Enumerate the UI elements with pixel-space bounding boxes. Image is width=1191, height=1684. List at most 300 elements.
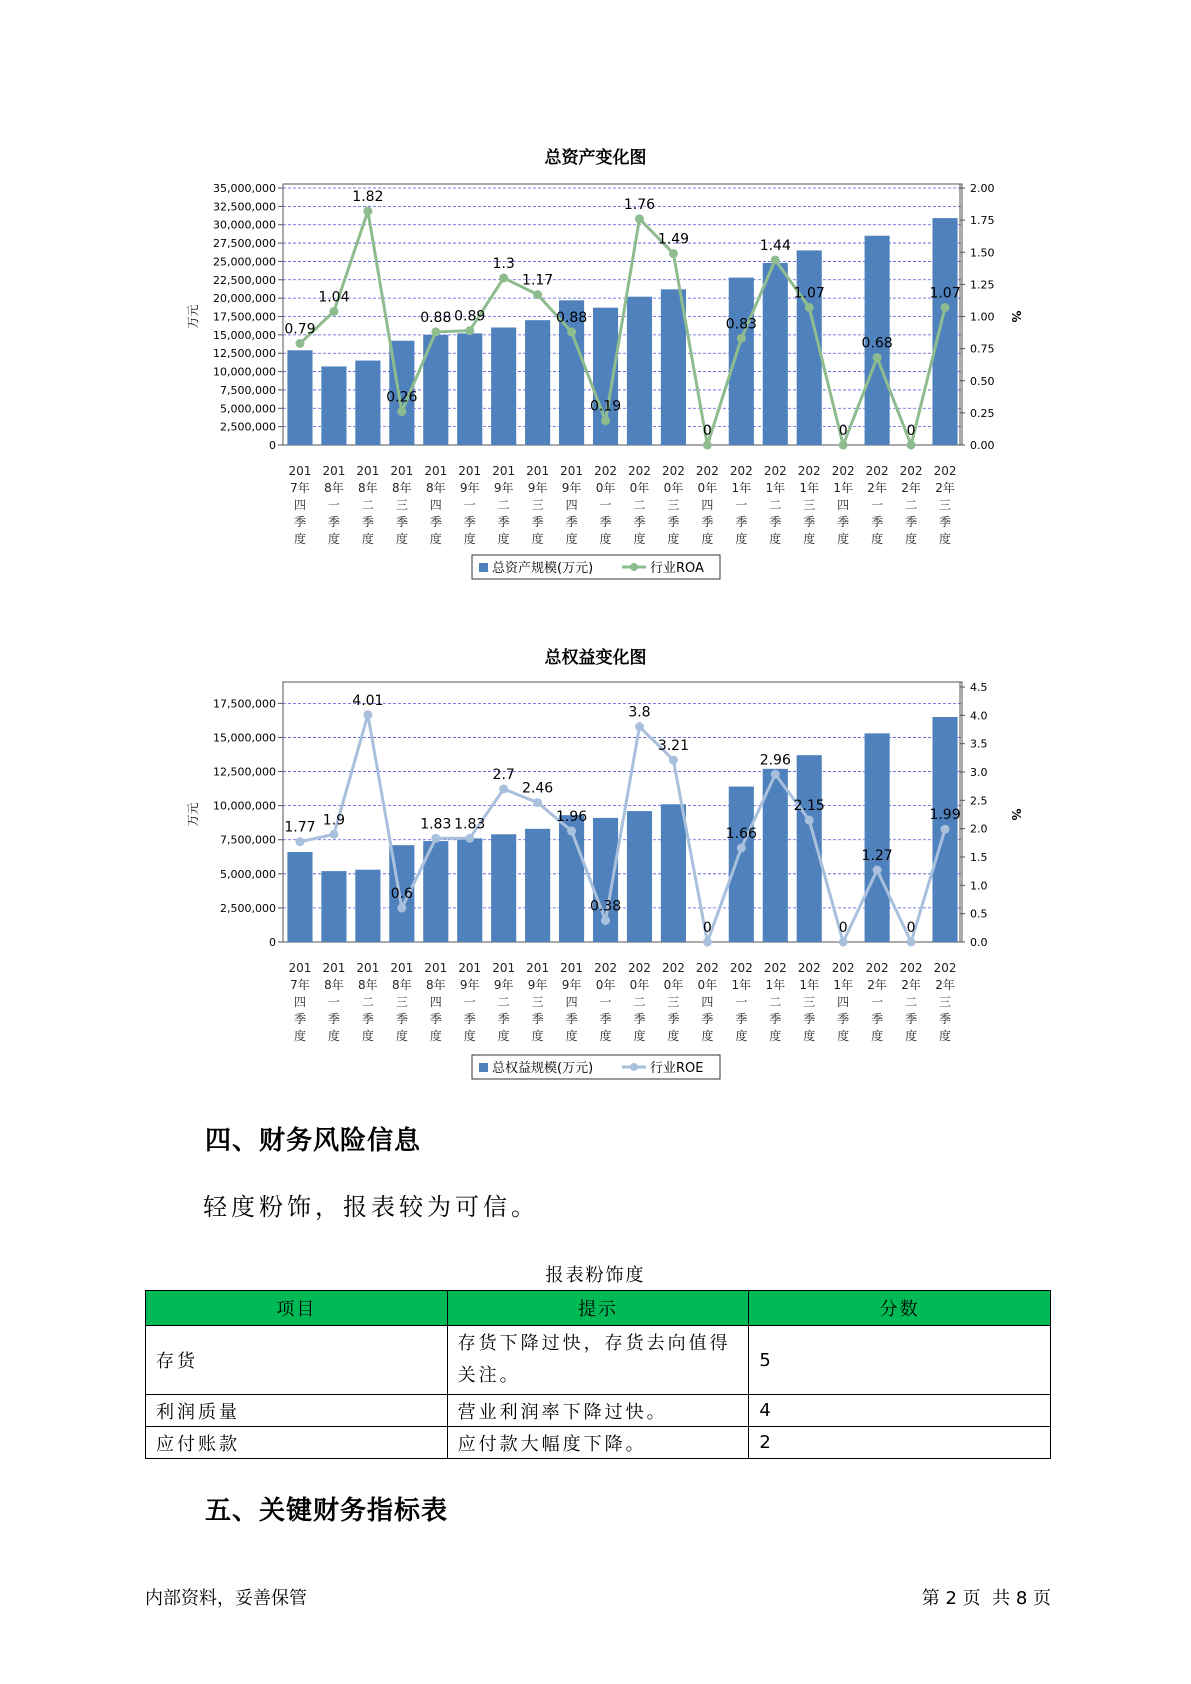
data-label: 0.6 (390, 886, 413, 902)
x-tick-label: 三 (667, 498, 680, 512)
x-tick-label: 201 (322, 961, 346, 975)
legend-line-label: 行业ROA (650, 561, 704, 576)
x-tick-label: 202 (695, 961, 719, 975)
x-tick-label: 0年 (595, 978, 616, 992)
x-tick-label: 季 (497, 515, 510, 529)
right-tick-label: 4.5 (970, 681, 988, 694)
x-tick-label: 季 (837, 515, 850, 529)
footer-page-number: 第 2 页 共 8 页 (921, 1588, 1051, 1609)
equity-chart-title: 总权益变化图 (544, 648, 647, 668)
line-point (431, 834, 440, 843)
x-tick-label: 1年 (833, 481, 853, 495)
data-label: 0 (838, 423, 848, 439)
legend-bar-swatch (479, 1063, 488, 1072)
line-point (465, 834, 474, 843)
line-point (295, 339, 304, 348)
x-tick-label: 度 (905, 1029, 918, 1043)
x-tick-label: 201 (560, 961, 584, 975)
x-tick-label: 202 (899, 464, 923, 478)
x-tick-label: 度 (429, 1029, 442, 1043)
x-tick-label: 9年 (459, 978, 480, 992)
line-point (431, 327, 440, 336)
data-label: 2.15 (793, 798, 825, 815)
right-tick-label: 0.25 (970, 406, 995, 420)
bar (729, 787, 754, 942)
x-tick-label: 度 (633, 532, 646, 546)
x-tick-label: 一 (735, 995, 748, 1009)
x-tick-label: 9年 (527, 978, 548, 992)
risk-summary: 轻度粉饰，报表较为可信。 (203, 1193, 539, 1221)
x-tick-label: 二 (633, 995, 646, 1009)
table-caption: 报表粉饰度 (545, 1265, 646, 1286)
x-tick-label: 2年 (901, 481, 921, 495)
x-tick-label: 季 (939, 515, 952, 529)
right-tick-label: 0.0 (970, 936, 988, 949)
line-point (771, 770, 780, 779)
legend-line-marker (630, 563, 638, 571)
x-tick-label: 二 (497, 498, 510, 512)
x-tick-label: 度 (395, 532, 408, 546)
x-tick-label: 9年 (493, 978, 514, 992)
row-score: 4 (749, 1395, 1051, 1427)
data-label: 0.26 (386, 389, 418, 406)
left-tick-label: 17,500,000 (213, 310, 276, 324)
x-tick-label: 度 (667, 532, 680, 546)
x-tick-label: 1年 (799, 978, 820, 992)
x-tick-label: 度 (701, 1029, 714, 1043)
x-tick-label: 季 (905, 1012, 918, 1026)
left-tick-label: 22,500,000 (213, 273, 276, 287)
x-tick-label: 季 (837, 1012, 850, 1026)
left-tick-label: 15,000,000 (213, 731, 276, 745)
line-point (703, 441, 712, 450)
x-tick-label: 2年 (901, 978, 921, 992)
x-tick-label: 202 (831, 464, 855, 478)
header-item: 项目 (146, 1291, 448, 1326)
line-point (635, 722, 644, 731)
left-tick-label: 5,000,000 (220, 402, 276, 416)
line-point (737, 334, 746, 343)
x-tick-label: 0年 (629, 481, 650, 495)
x-tick-label: 度 (837, 532, 850, 546)
x-tick-label: 2年 (935, 481, 955, 495)
x-tick-label: 201 (424, 464, 448, 478)
bar (627, 297, 652, 445)
data-label: 1.77 (284, 819, 316, 836)
header-hint: 提示 (447, 1291, 749, 1326)
x-tick-label: 1年 (731, 978, 752, 992)
x-tick-label: 二 (905, 498, 918, 512)
legend-line-marker (630, 1063, 638, 1071)
line-point (635, 214, 644, 223)
x-tick-label: 四 (565, 995, 578, 1009)
row-score: 2 (749, 1427, 1051, 1459)
x-tick-label: 1年 (765, 481, 786, 495)
right-axis-title: % (1009, 310, 1023, 323)
x-tick-label: 度 (361, 1029, 374, 1043)
data-label: 1.82 (352, 189, 384, 206)
x-tick-label: 度 (599, 1029, 612, 1043)
x-tick-label: 201 (526, 464, 550, 478)
x-tick-label: 三 (939, 995, 952, 1009)
x-tick-label: 季 (633, 515, 646, 529)
x-tick-label: 9年 (527, 481, 548, 495)
x-tick-label: 三 (531, 995, 544, 1009)
left-axis-title: 万元 (186, 304, 200, 329)
left-tick-label: 17,500,000 (213, 697, 276, 711)
x-tick-label: 202 (628, 961, 651, 975)
x-tick-label: 度 (327, 1029, 340, 1043)
bar (661, 289, 686, 445)
right-tick-label: 3.5 (970, 737, 988, 751)
line-point (703, 938, 712, 947)
x-tick-label: 202 (797, 464, 821, 478)
bar (525, 829, 550, 942)
x-tick-label: 度 (531, 1029, 544, 1043)
line-point (601, 416, 610, 425)
x-tick-label: 0年 (663, 978, 684, 992)
left-tick-label: 15,000,000 (213, 328, 276, 342)
x-tick-label: 201 (424, 961, 448, 975)
x-tick-label: 1年 (765, 978, 786, 992)
x-tick-label: 季 (463, 515, 476, 529)
x-tick-label: 度 (599, 532, 612, 546)
x-tick-label: 8年 (358, 481, 378, 495)
table-row (146, 1326, 1051, 1395)
data-label: 0.38 (589, 898, 622, 915)
bar (355, 870, 380, 942)
table-header-row (146, 1291, 1051, 1326)
x-tick-label: 9年 (493, 481, 514, 495)
x-tick-label: 二 (497, 995, 510, 1009)
x-tick-label: 201 (526, 961, 550, 975)
row-hint: 存货下降过快，存货去向值得关注。 (447, 1326, 749, 1395)
bar (287, 350, 312, 445)
x-tick-label: 一 (463, 995, 476, 1009)
x-tick-label: 8年 (324, 481, 344, 495)
row-item: 利润质量 (146, 1395, 448, 1427)
left-tick-label: 30,000,000 (213, 218, 276, 232)
x-tick-label: 202 (831, 961, 855, 975)
right-tick-label: 1.75 (970, 214, 995, 228)
x-tick-label: 201 (390, 961, 414, 975)
x-tick-label: 202 (865, 961, 889, 975)
x-tick-label: 202 (763, 961, 787, 975)
x-tick-label: 度 (803, 1029, 816, 1043)
x-tick-label: 8年 (324, 978, 344, 992)
x-tick-label: 三 (395, 995, 408, 1009)
x-tick-label: 度 (293, 1029, 306, 1043)
x-tick-label: 季 (293, 1012, 306, 1026)
right-tick-label: 2.00 (970, 182, 995, 195)
right-tick-label: 0.5 (970, 907, 988, 921)
x-tick-label: 8年 (425, 481, 446, 495)
bar (321, 871, 346, 942)
x-tick-label: 三 (803, 995, 816, 1009)
line-point (839, 938, 848, 947)
bar (763, 263, 788, 445)
right-tick-label: 4.0 (970, 709, 988, 723)
x-tick-label: 季 (429, 1012, 442, 1026)
x-tick-label: 季 (327, 1012, 340, 1026)
x-tick-label: 度 (701, 532, 714, 546)
data-label: 1.76 (623, 196, 656, 213)
x-tick-label: 度 (871, 1029, 884, 1043)
x-tick-label: 季 (769, 515, 782, 529)
x-tick-label: 8年 (392, 978, 412, 992)
x-tick-label: 度 (871, 532, 884, 546)
x-tick-label: 201 (288, 464, 312, 478)
x-tick-label: 四 (293, 498, 306, 512)
x-tick-label: 季 (871, 515, 884, 529)
x-tick-label: 一 (871, 995, 884, 1009)
row-hint: 营业利润率下降过快。 (447, 1395, 749, 1427)
x-tick-label: 度 (293, 532, 306, 546)
x-tick-label: 202 (933, 961, 957, 975)
x-tick-label: 一 (327, 995, 340, 1009)
x-tick-label: 季 (871, 1012, 884, 1026)
left-tick-label: 35,000,000 (213, 182, 276, 195)
row-hint: 应付款大幅度下降。 (447, 1427, 749, 1459)
bar (932, 218, 957, 445)
assets-chart (0, 160, 1191, 600)
x-tick-label: 2年 (867, 978, 887, 992)
data-label: 0.79 (284, 321, 316, 338)
data-label: 1.9 (322, 812, 346, 829)
line-point (669, 756, 678, 765)
line-point (363, 207, 372, 216)
bar (627, 811, 652, 942)
x-tick-label: 8年 (425, 978, 446, 992)
x-tick-label: 度 (803, 532, 816, 546)
table-row (146, 1427, 1051, 1459)
row-item: 存货 (146, 1326, 448, 1395)
table-row (146, 1395, 1051, 1427)
x-tick-label: 8年 (392, 481, 412, 495)
left-tick-label: 2,500,000 (220, 420, 276, 434)
x-tick-label: 三 (939, 498, 952, 512)
x-tick-label: 度 (565, 1029, 578, 1043)
x-tick-label: 二 (633, 498, 646, 512)
line-point (499, 785, 508, 794)
data-label: 1.99 (929, 807, 961, 824)
x-tick-label: 二 (769, 995, 782, 1009)
bar (661, 804, 686, 942)
right-tick-label: 1.0 (970, 879, 988, 893)
x-tick-label: 度 (667, 1029, 680, 1043)
line-point (907, 938, 916, 947)
x-tick-label: 度 (531, 532, 544, 546)
x-tick-label: 度 (395, 1029, 408, 1043)
line-point (839, 441, 848, 450)
x-tick-label: 季 (497, 1012, 510, 1026)
left-tick-label: 7,500,000 (220, 833, 276, 847)
x-tick-label: 9年 (561, 978, 582, 992)
x-tick-label: 202 (899, 961, 923, 975)
line-point (295, 837, 304, 846)
x-tick-label: 201 (458, 464, 482, 478)
data-label: 1.49 (657, 231, 690, 248)
x-tick-label: 202 (933, 464, 957, 478)
right-tick-label: 0.75 (970, 342, 995, 356)
x-tick-label: 季 (633, 1012, 646, 1026)
x-tick-label: 季 (531, 1012, 544, 1026)
x-tick-label: 三 (667, 995, 680, 1009)
x-tick-label: 202 (797, 961, 821, 975)
x-tick-label: 三 (803, 498, 816, 512)
data-label: 0 (906, 423, 916, 439)
x-tick-label: 9年 (459, 481, 480, 495)
data-label: 4.01 (352, 692, 384, 709)
data-label: 0.88 (555, 309, 588, 326)
x-tick-label: 度 (769, 532, 782, 546)
x-tick-label: 度 (463, 532, 476, 546)
x-tick-label: 201 (288, 961, 312, 975)
line-point (465, 326, 474, 335)
data-label: 0.19 (589, 398, 622, 415)
x-tick-label: 度 (361, 532, 374, 546)
data-label: 1.07 (929, 285, 961, 302)
x-tick-label: 2年 (867, 481, 887, 495)
right-tick-label: 0.50 (970, 374, 995, 388)
data-label: 1.07 (793, 285, 825, 302)
line-point (873, 866, 882, 875)
line-point (907, 441, 916, 450)
x-tick-label: 201 (390, 464, 414, 478)
line-point (397, 904, 406, 913)
bar (457, 838, 482, 942)
left-tick-label: 5,000,000 (220, 867, 276, 881)
left-tick-label: 2,500,000 (220, 901, 276, 915)
x-tick-label: 1年 (833, 978, 853, 992)
x-tick-label: 四 (837, 995, 850, 1009)
x-tick-label: 季 (803, 515, 816, 529)
left-axis-title: 万元 (186, 802, 200, 827)
x-tick-label: 季 (395, 1012, 408, 1026)
x-tick-label: 季 (327, 515, 340, 529)
x-tick-label: 一 (599, 995, 612, 1009)
x-tick-label: 季 (429, 515, 442, 529)
x-tick-label: 度 (837, 1029, 850, 1043)
right-tick-label: 1.50 (970, 246, 995, 260)
data-label: 1.04 (318, 289, 350, 306)
x-tick-label: 2年 (935, 978, 955, 992)
x-tick-label: 度 (497, 532, 510, 546)
right-tick-label: 1.25 (970, 278, 995, 292)
x-tick-label: 度 (633, 1029, 646, 1043)
x-tick-label: 202 (661, 961, 685, 975)
x-tick-label: 季 (293, 515, 306, 529)
x-tick-label: 二 (361, 498, 374, 512)
x-tick-label: 201 (458, 961, 482, 975)
x-tick-label: 一 (871, 498, 884, 512)
x-tick-label: 季 (361, 1012, 374, 1026)
x-tick-label: 季 (803, 1012, 816, 1026)
line-point (805, 303, 814, 312)
assets-chart-title: 总资产变化图 (544, 148, 647, 168)
risk-table (145, 1290, 1051, 1459)
line-point (363, 710, 372, 719)
x-tick-label: 度 (327, 532, 340, 546)
header-score: 分数 (749, 1291, 1051, 1326)
bar (865, 733, 890, 942)
data-label: 2.7 (492, 767, 515, 783)
left-tick-label: 7,500,000 (220, 383, 276, 397)
x-tick-label: 四 (565, 498, 578, 512)
right-tick-label: 3.0 (970, 766, 988, 779)
data-label: 0 (702, 920, 712, 936)
x-tick-label: 1年 (731, 481, 752, 495)
footer-confidential: 内部资料，妥善保管 (145, 1588, 307, 1609)
x-tick-label: 季 (939, 1012, 952, 1026)
x-tick-label: 季 (667, 515, 680, 529)
x-tick-label: 一 (463, 498, 476, 512)
line-point (329, 830, 338, 839)
x-tick-label: 季 (599, 515, 612, 529)
x-tick-label: 201 (560, 464, 584, 478)
bar (491, 328, 516, 445)
x-tick-label: 0年 (629, 978, 650, 992)
x-tick-label: 度 (735, 532, 748, 546)
data-label: 3.8 (628, 704, 651, 721)
x-tick-label: 三 (395, 498, 408, 512)
x-tick-label: 202 (763, 464, 787, 478)
line-point (941, 825, 950, 834)
data-label: 1.44 (759, 237, 791, 254)
data-label: 0 (906, 920, 916, 936)
line-point (669, 249, 678, 258)
x-tick-label: 二 (905, 995, 918, 1009)
x-tick-label: 9年 (561, 481, 582, 495)
left-tick-label: 0 (269, 439, 276, 452)
x-tick-label: 202 (865, 464, 889, 478)
x-tick-label: 度 (735, 1029, 748, 1043)
line-point (499, 273, 508, 282)
bar (321, 366, 346, 445)
x-tick-label: 季 (565, 1012, 578, 1026)
data-label: 1.96 (555, 808, 588, 825)
x-tick-label: 度 (463, 1029, 476, 1043)
x-tick-label: 四 (837, 498, 850, 512)
line-point (533, 290, 542, 299)
bar (491, 834, 516, 942)
legend-line-label: 行业ROE (650, 1061, 704, 1076)
line-point (567, 327, 576, 336)
x-tick-label: 0年 (697, 978, 718, 992)
x-tick-label: 度 (565, 532, 578, 546)
x-tick-label: 度 (905, 532, 918, 546)
x-tick-label: 7年 (290, 481, 310, 495)
left-tick-label: 32,500,000 (213, 200, 276, 214)
x-tick-label: 201 (356, 961, 380, 975)
line-point (873, 353, 882, 362)
x-tick-label: 三 (531, 498, 544, 512)
x-tick-label: 度 (429, 532, 442, 546)
x-tick-label: 季 (531, 515, 544, 529)
x-tick-label: 202 (661, 464, 685, 478)
section5-heading: 五、关键财务指标表 (205, 1496, 449, 1526)
data-label: 0.88 (420, 309, 452, 326)
x-tick-label: 202 (628, 464, 651, 478)
x-tick-label: 四 (429, 995, 442, 1009)
x-tick-label: 201 (322, 464, 346, 478)
bar (287, 852, 312, 942)
right-tick-label: 2.0 (970, 822, 988, 836)
data-label: 0.68 (861, 335, 893, 352)
x-tick-label: 季 (735, 515, 748, 529)
x-tick-label: 四 (701, 995, 714, 1009)
x-tick-label: 202 (695, 464, 719, 478)
